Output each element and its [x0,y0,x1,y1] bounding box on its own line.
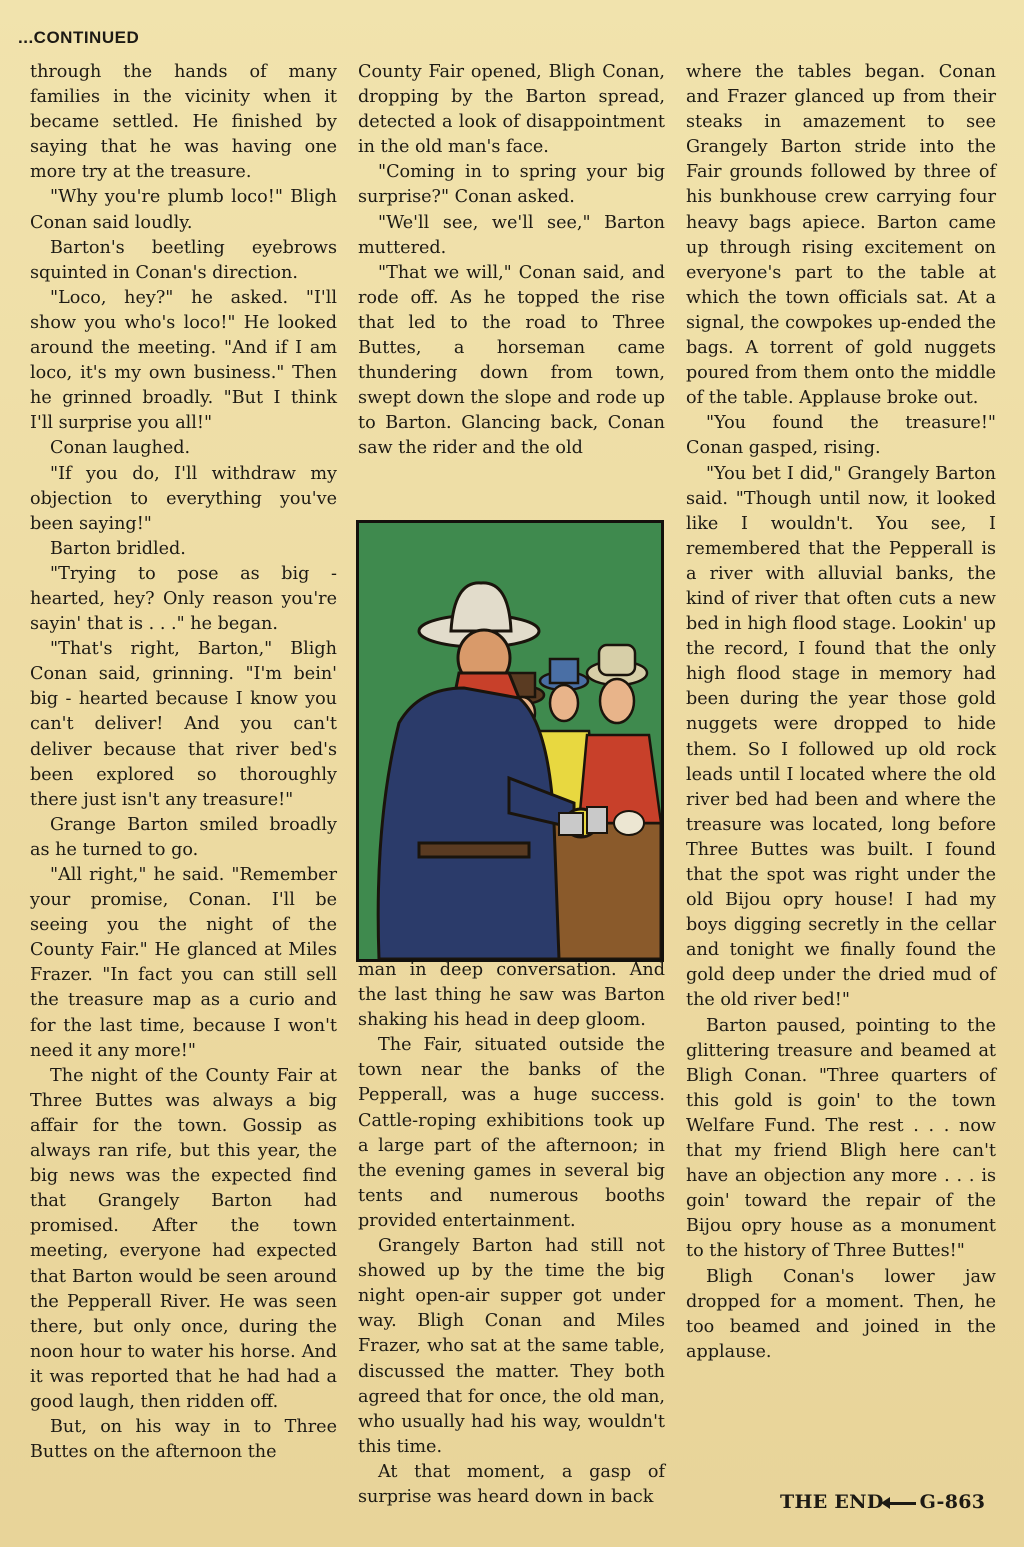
paragraph: Grangely Barton had still not showed up by the time the big night open-air supper got under way. Bligh Conan and Miles Frazer, who sat at the same table, discussed the matter. They both agreed that for once, the old man, who usually had his way, wouldn't this time. [358,1236,665,1457]
column-1 [30,60,337,1465]
paragraph: Bligh Conan's lower jaw dropped for a moment. Then, he too beamed and joined in the applause. [686,1266,996,1362]
column-2-top [358,60,665,462]
paragraph: through the hands of many families in the vicinity when it became settled. He finished by saying that he was having one more try at the treasure. [30,62,337,183]
paragraph: "Coming in to spring your big surprise?" Conan asked. [358,162,665,208]
paragraph: "We'll see, we'll see," Barton muttered. [358,212,665,258]
paragraph: "That's right, Barton," Bligh Conan said, grinning. "I'm bein' big - hearted because I know you can't deliver! And you can't deliver because that river bed's been explored so thoroughly there just isn't any treasure!" [30,639,337,810]
paragraph: County Fair opened, Bligh Conan, dropping by the Barton spread, detected a look of disappointment in the old man's face. [358,62,665,158]
the-end-footer [780,1491,985,1513]
paragraph: But, on his way in to Three Buttes on the afternoon the [30,1417,337,1463]
paragraph: Barton bridled. [50,538,186,559]
paragraph: "Trying to pose as big - hearted, hey? Only reason you're sayin' that is . . ." he began. [30,563,337,635]
paragraph: "All right," he said. "Remember your promise, Conan. I'll be seeing you the night of the County Fair." He glanced at Miles Frazer. "In fact you can still sell the treasure map as a curio and for the last time, because I won't need it any more!" [30,865,337,1061]
paragraph: "You found the treasure!" Conan gasped, rising. [686,413,996,459]
paragraph: Barton's beetling eyebrows squinted in Conan's direction. [30,237,337,283]
paragraph: "Loco, hey?" he asked. "I'll show you who's loco!" He looked around the meeting. "And if I am loco, it's my own business." Then he grinned broadly. "But I think I'll surprise you all!" [30,287,337,434]
paragraph: "Why you're plumb loco!" Bligh Conan said loudly. [30,187,337,233]
paragraph: The Fair, situated outside the town near the banks of the Pepperall, was a huge success. Cattle-roping exhibitions took up a large part of the afternoon; in the evening games in several big tents and numerous booths provided entertainment. [358,1035,665,1231]
illustration-panel [356,520,664,962]
paragraph: "That we will," Conan said, and rode off. As he topped the rise that led to the road to Three Buttes, a horseman came thundering down from town, swept down the slope and rode up to Barton. Glancing back, Conan saw the rider and the old [358,262,665,459]
paragraph: Conan laughed. [50,438,191,459]
paragraph: Barton paused, pointing to the glittering treasure and beamed at Bligh Conan. "Three quarters of this gold is goin' to the town Welfare Fund. The rest . . . now that my friend Bligh here can't have an objection any more . . . is goin' toward the repair of the Bijou opry house as a monument to the history of Three Buttes!" [686,1015,996,1262]
paragraph: "If you do, I'll withdraw my objection to everything you've been saying!" [30,463,337,534]
paragraph: "You bet I did," Grangely Barton said. "Though until now, it looked like I wouldn't. You see, I remembered that the Pepperall is a river with alluvial banks, the kind of river that often cuts a new bed in high flood stage. Lookin' up the record, I found that the only high flood stage in memory had been during the year those gold nuggets were dropped to hide them. So I followed up old rock leads until I located where the old river bed had been and where the treasure was located, long before Three Buttes was built. I found that the spot was right under the old Bijou opry house! I had my boys digging secretly in the cellar and tonight we finally found the gold deep under the dried mud of the old river bed!" [686,463,996,1011]
continued-header: ...CONTINUED [18,28,140,47]
paragraph: The night of the County Fair at Three Buttes was always a big affair for the town. Gossip as always ran rife, but this year, the big news was the expected find that Grangely Barton had promised. After the town meeting, everyone had expected that Barton would be seen around the Pepperall River. He was seen there, but only once, during the noon hour to water his horse. And it was reported that he had had a good laugh, then ridden off. [30,1065,337,1412]
paragraph: man in deep conversation. And the last thing he saw was Barton shaking his head in deep gloom. [358,960,665,1031]
story-code: G-863 [919,1491,986,1513]
arrow-icon [888,1502,916,1505]
paragraph: At that moment, a gasp of surprise was heard down in back [358,1461,665,1507]
the-end-text: THE END [780,1491,884,1513]
column-3 [686,60,996,1365]
paragraph: Grange Barton smiled broadly as he turned to go. [30,814,337,860]
paragraph: where the tables began. Conan and Frazer glanced up from their steaks in amazement to see Grangely Barton stride into the Fair grounds followed by three of his bunkhouse crew carrying four heavy bags apiece. Barton came up through rising excitement on everyone's part to the table at which the town officials sat. At a signal, the cowpokes up-ended the bags. A torrent of gold nuggets poured from them onto the middle of the table. Applause broke out. [686,62,996,409]
cowboy-illustration [359,523,661,959]
column-2-bottom [358,958,665,1510]
